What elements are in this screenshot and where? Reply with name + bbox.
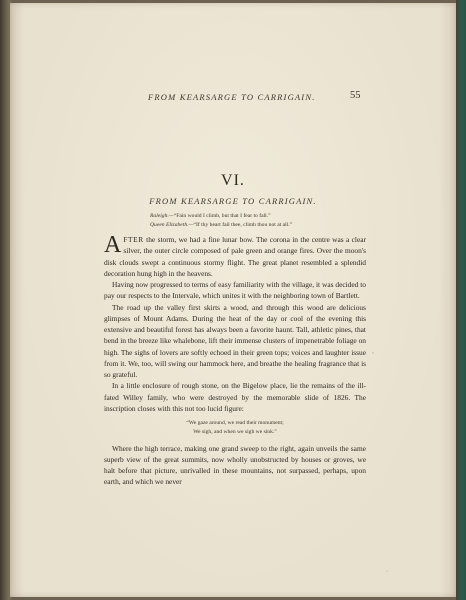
epigraph-text: “Fain would I climb, but that I fear to fall.” — [173, 213, 271, 219]
page-blemish: ‘ — [372, 352, 374, 358]
body-text — [104, 234, 366, 488]
paragraph-5: Where the high terrace, making one grand sweep to the right, again unveils the same superb view of the great summits, now wholly unobstructed by houses or groves, we halt before that picture, unrivalled in these mountains, not surpassed, perhaps, upon earth, and which we never — [104, 443, 366, 487]
paragraph-3: The road up the valley first skirts a wood, and through this wood are delicious glimpses of Mount Adams. During the heat of the day or cool of the evening this extensive and beautiful forest has always been a favorite haunt. Tall, athletic pines, that bend in the breeze like whalebone, lift their immense clusters of impenetrable foliage on high. The sighs of lovers are softly echoed in their green tops; voices and laughter issue from it. We, too, will swing our hammock here, and breathe the healing fragrance that is so grateful. — [104, 302, 366, 379]
chapter-title: FROM KEARSARGE TO CARRIGAIN. — [149, 196, 317, 206]
quote-line-2: We sigh, and when we sigh we sink.” — [193, 428, 277, 435]
epigraph — [150, 212, 292, 229]
paragraph-2: Having now progressed to terms of easy familiarity with the village, it was decided to pay our respects to the Intervale, which unites it with the neighboring town of Bartlett. — [104, 280, 366, 301]
book-cover-edge — [456, 0, 466, 600]
running-head: FROM KEARSARGE TO CARRIGAIN. — [148, 92, 316, 102]
chapter-number: VI. — [221, 172, 245, 189]
epigraph-line-2 — [150, 221, 292, 230]
inscription-quote — [104, 419, 366, 437]
epigraph-text: “If thy heart fail thee, climb thou not at all.” — [193, 221, 293, 228]
page-number: 55 — [350, 90, 361, 101]
epigraph-line-1 — [150, 212, 292, 221]
lead-caps: FTER — [123, 235, 144, 244]
paragraph-1-text: the storm, we had a fine lunar bow. The corona in the centre was a clear silver, the outer circle composed of pale green and orange fires. Over the moon's disk clouds swept a continuous stormy flight. The great planet resembled a splendid decoration hung high in the heavens. — [104, 235, 366, 278]
drop-cap: A — [104, 232, 122, 258]
epigraph-speaker: Queen Elizabeth.— — [150, 221, 194, 228]
quote-line-1: “We gaze around, we read their monument; — [186, 420, 284, 426]
page-blemish: · — [386, 569, 388, 575]
paragraph-1 — [104, 234, 366, 279]
epigraph-speaker: Raleigh.— — [150, 213, 174, 219]
paragraph-4: In a little enclosure of rough stone, on the Bigelow place, lie the remains of the ill-fated Willey family, who were destroyed by the memorable slide of 1826. The inscription closes with this not too lucid figure: — [104, 381, 366, 413]
